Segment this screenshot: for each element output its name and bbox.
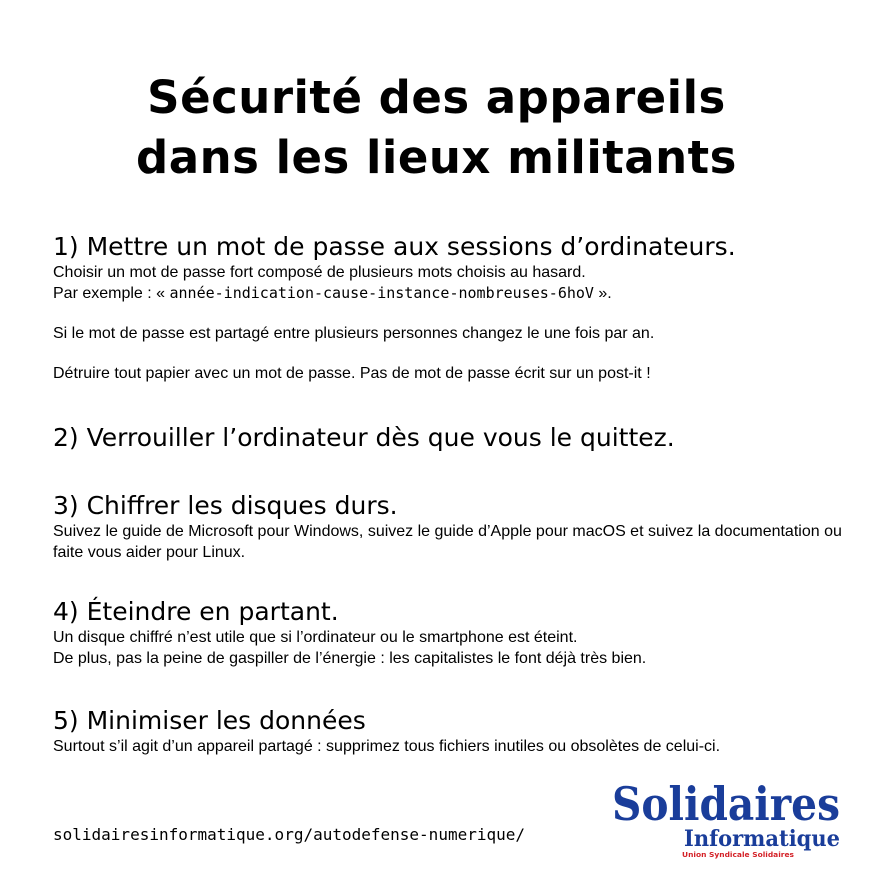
section-2 (53, 423, 843, 453)
logo-word-solidaires: Solidaires (612, 777, 840, 831)
section-4-line-2: De plus, pas la peine de gaspiller de l’énergie : les capitalistes le font déjà très bien. (53, 650, 647, 667)
title-line-1: Sécurité des appareils (147, 71, 726, 124)
section-1-heading: 1) Mettre un mot de passe aux sessions d’ordinateurs. (53, 232, 736, 261)
section-1-line-1: Choisir un mot de passe fort composé de plusieurs mots choisis au hasard. (53, 264, 586, 281)
example-password: année-indication-cause-instance-nombreuses-6hoV (169, 284, 594, 302)
section-3-heading: 3) Chiffrer les disques durs. (53, 491, 398, 520)
section-1-body (53, 262, 843, 384)
section-5-heading: 5) Minimiser les données (53, 706, 366, 735)
section-4-body (53, 627, 843, 669)
page-title (0, 68, 873, 188)
section-5-body (53, 736, 813, 757)
section-5 (53, 706, 843, 757)
section-3-body (53, 521, 843, 563)
section-4-heading: 4) Éteindre en partant. (53, 597, 339, 626)
section-1 (53, 232, 843, 384)
footer-url[interactable]: solidairesinformatique.org/autodefense-numerique/ (53, 825, 526, 844)
title-line-2: dans les lieux militants (136, 131, 737, 184)
example-suffix: ». (593, 285, 612, 302)
section-1-line-4: Détruire tout papier avec un mot de passe. Pas de mot de passe écrit sur un post-it ! (53, 365, 651, 382)
section-3 (53, 491, 843, 563)
section-1-line-3: Si le mot de passe est partagé entre plusieurs personnes changez le une fois par an. (53, 325, 655, 342)
section-3-text: Suivez le guide de Microsoft pour Windows, suivez le guide d’Apple pour macOS et suivez la documentation ou faite vous aider pour Linux. (53, 523, 842, 561)
section-4 (53, 597, 843, 669)
section-5-text: Surtout s’il agit d’un appareil partagé : supprimez tous fichiers inutiles ou obsolètes de celui-ci. (53, 738, 721, 755)
logo-word-informatique: Informatique (684, 826, 840, 852)
section-4-line-1: Un disque chiffré n’est utile que si l’ordinateur ou le smartphone est éteint. (53, 629, 578, 646)
section-2-heading: 2) Verrouiller l’ordinateur dès que vous le quittez. (53, 423, 675, 452)
solidaires-informatique-logo (610, 768, 842, 860)
logo-tagline: Union Syndicale Solidaires (682, 851, 794, 859)
section-1-example (53, 283, 843, 304)
example-prefix: Par exemple : « (53, 285, 170, 302)
